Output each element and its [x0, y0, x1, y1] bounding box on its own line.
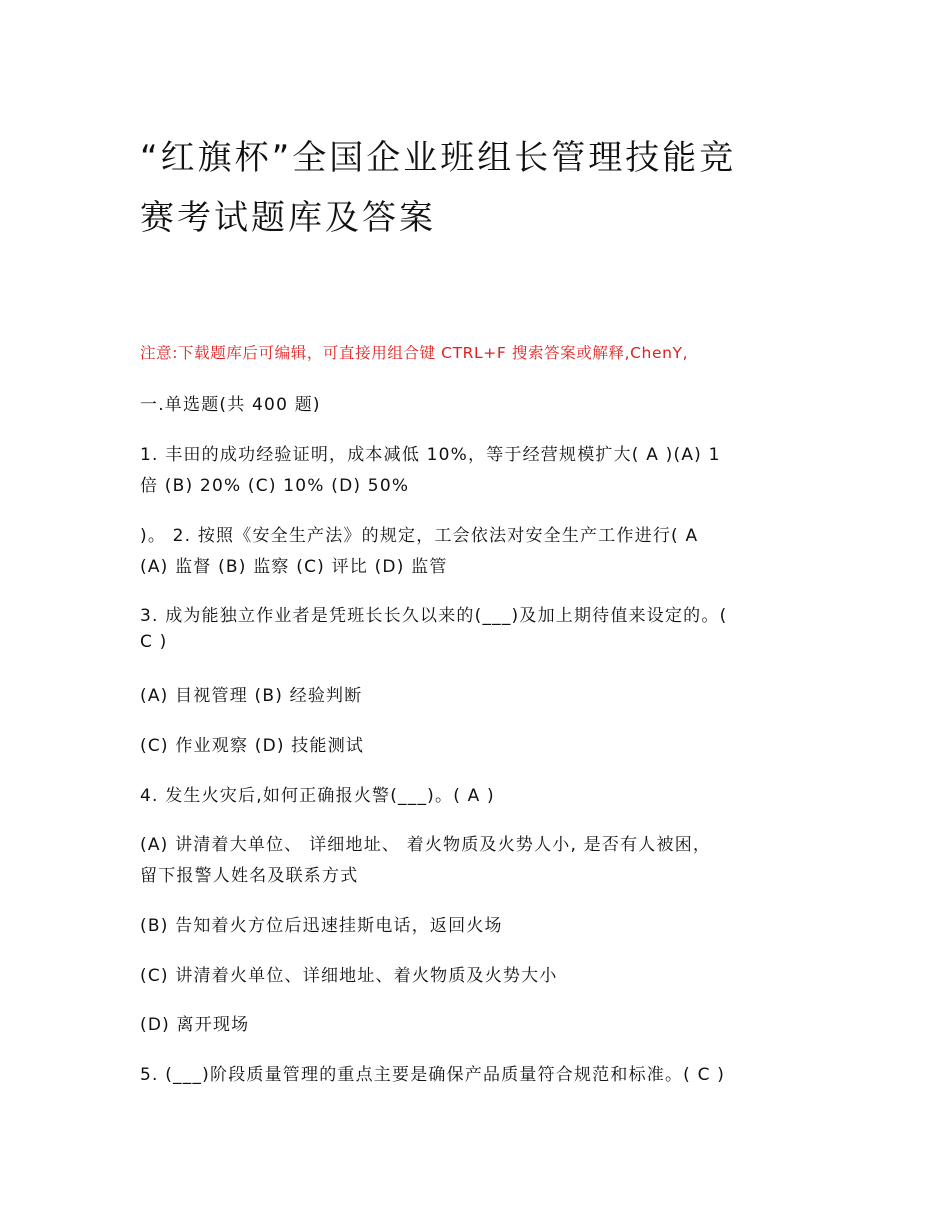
- option-line: (C) 作业观察 (D) 技能测试: [140, 736, 365, 756]
- option-line: (D) 离开现场: [140, 1015, 250, 1035]
- question-line: 倍 (B) 20% (C) 10% (D) 50%: [140, 476, 410, 496]
- option-line: (A) 讲清着大单位、 详细地址、 着火物质及火势人小, 是否有人被困，: [140, 835, 712, 855]
- option-line: (B) 告知着火方位后迅速挂斯电话，返回火场: [140, 916, 503, 936]
- document-title-line-1: “红旗杯”全国企业班组长管理技能竞: [140, 138, 737, 178]
- question-line: )。 2. 按照《安全生产法》的规定，工会依法对安全生产工作进行( A: [140, 526, 699, 546]
- question-line: 4. 发生火灾后,如何正确报火警(___)。( A ): [140, 786, 495, 806]
- option-line: (C) 讲清着火单位、详细地址、着火物质及火势大小: [140, 966, 558, 986]
- question-line: 1. 丰田的成功经验证明，成本减低 10%，等于经营规模扩大( A )(A) 1: [140, 445, 721, 465]
- question-line: 3. 成为能独立作业者是凭班长长久以来的(___)及加上期待值来设定的。(: [140, 606, 728, 626]
- section-heading: 一.单选题(共 400 题): [140, 395, 321, 415]
- document-title-line-2: 赛考试题库及答案: [140, 198, 436, 238]
- option-line: (A) 目视管理 (B) 经验判断: [140, 686, 363, 706]
- question-line: 5. (___)阶段质量管理的重点主要是确保产品质量符合规范和标准。( C ): [140, 1065, 726, 1085]
- question-line: C ): [140, 632, 168, 652]
- question-line: (A) 监督 (B) 监察 (C) 评比 (D) 监管: [140, 557, 448, 577]
- option-line: 留下报警人姓名及联系方式: [140, 866, 359, 886]
- edit-notice: 注意:下载题库后可编辑，可直接用组合键 CTRL+F 搜索答案或解释,ChenY,: [140, 344, 689, 362]
